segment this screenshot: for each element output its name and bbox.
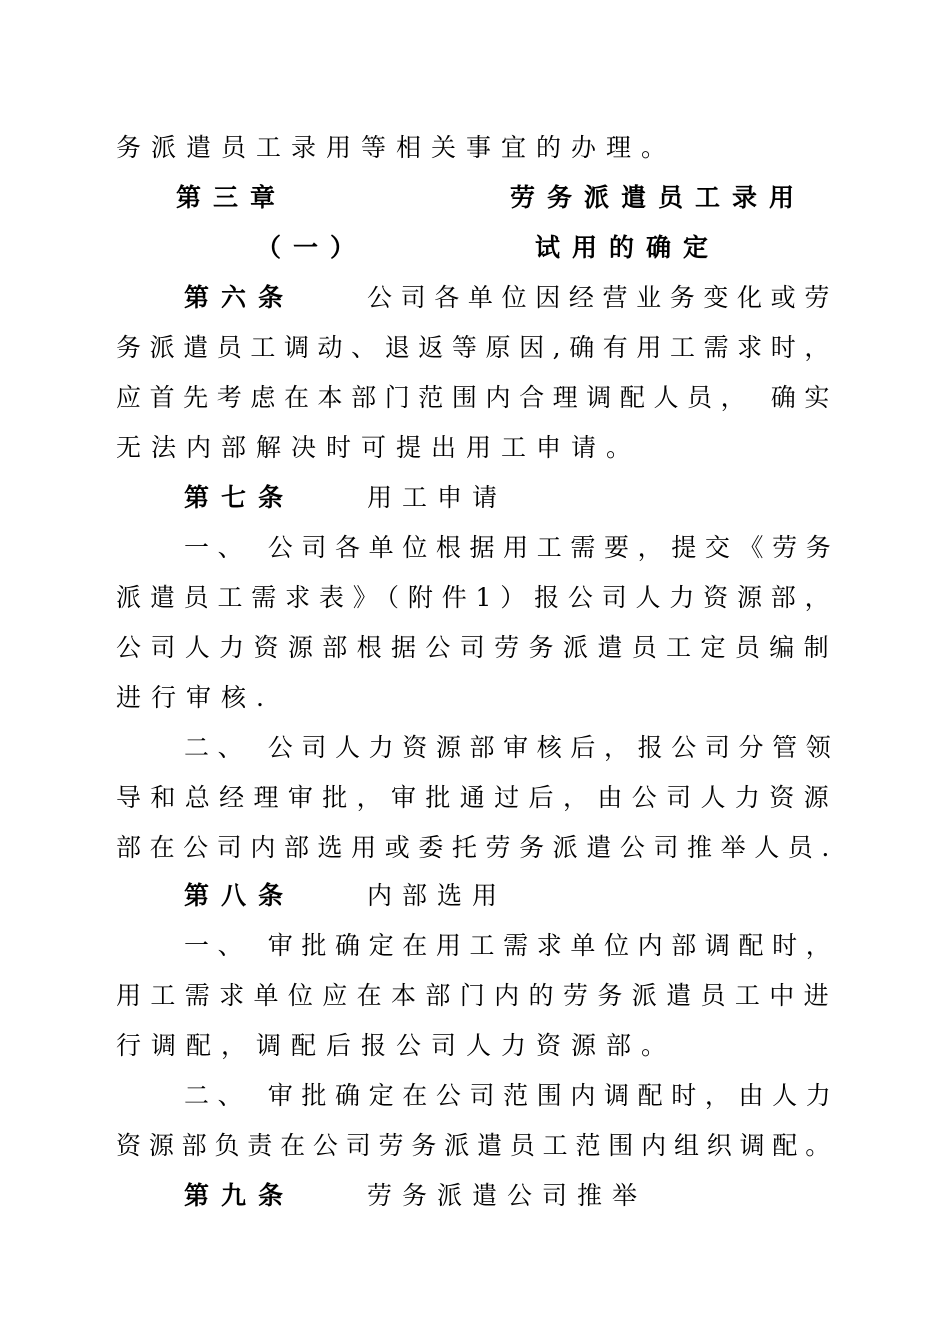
article-text: 应首先考虑在本部门范围内合理调配人员， 确实 bbox=[116, 383, 838, 412]
paragraph-line bbox=[0, 1026, 950, 1066]
article-title: 劳务派遣公司推举 bbox=[367, 1181, 648, 1210]
paragraph-line bbox=[0, 128, 950, 168]
list-item-text: 派遣员工需求表》（附件1）报公司人力资源部， bbox=[116, 583, 839, 612]
section-label: （一） bbox=[256, 233, 368, 262]
article-text: 务派遣员工调动、退返等原因,确有用工需求时， bbox=[116, 333, 838, 362]
list-item-text: 行调配，调配后报公司人力资源部。 bbox=[116, 1031, 677, 1060]
continuation-text: 务派遣员工录用等相关事宜的办理。 bbox=[116, 133, 677, 162]
chapter-title: 劳务派遣员工录用 bbox=[510, 183, 807, 212]
article-label: 第九条 bbox=[184, 1181, 296, 1210]
article-label: 第八条 bbox=[184, 881, 296, 910]
paragraph-line bbox=[0, 528, 950, 568]
article-9-heading bbox=[0, 1176, 950, 1216]
list-item-text: 进行审核. bbox=[116, 683, 274, 712]
section-title: 试用的确定 bbox=[535, 233, 721, 262]
list-item-text: 一、 审批确定在用工需求单位内部调配时， bbox=[184, 931, 840, 960]
article-text: 公司各单位因经营业务变化或劳 bbox=[367, 283, 838, 312]
article-title: 内部选用 bbox=[367, 881, 508, 910]
paragraph-line bbox=[0, 678, 950, 718]
paragraph-line bbox=[0, 926, 950, 966]
paragraph-line bbox=[0, 378, 950, 418]
paragraph-line bbox=[0, 578, 950, 618]
article-text: 无法内部解决时可提出用工申请。 bbox=[116, 433, 642, 462]
list-item-text: 用工需求单位应在本部门内的劳务派遣员工中进 bbox=[116, 981, 838, 1010]
paragraph-line bbox=[0, 976, 950, 1016]
article-label: 第六条 bbox=[184, 283, 296, 312]
paragraph-line bbox=[0, 778, 950, 818]
list-item-text: 一、 公司各单位根据用工需要，提交《劳务 bbox=[184, 533, 840, 562]
article-label: 第七条 bbox=[184, 483, 296, 512]
article-8-heading bbox=[0, 876, 950, 916]
list-item-text: 资源部负责在公司劳务派遣员工范围内组织调配。 bbox=[116, 1131, 839, 1160]
chapter-heading bbox=[0, 178, 950, 218]
list-item-text: 二、 公司人力资源部审核后，报公司分管领 bbox=[184, 733, 840, 762]
list-item-text: 二、 审批确定在公司范围内调配时，由人力 bbox=[184, 1081, 840, 1110]
paragraph-line bbox=[0, 328, 950, 368]
chapter-label: 第三章 bbox=[176, 183, 288, 212]
list-item-text: 公司人力资源部根据公司劳务派遣员工定员编制 bbox=[116, 633, 838, 662]
paragraph-line bbox=[0, 628, 950, 668]
article-6-heading bbox=[0, 278, 950, 318]
paragraph-line bbox=[0, 1076, 950, 1116]
paragraph-line bbox=[0, 828, 950, 868]
article-title: 用工申请 bbox=[367, 483, 508, 512]
paragraph-line bbox=[0, 1126, 950, 1166]
article-7-heading bbox=[0, 478, 950, 518]
section-heading bbox=[0, 228, 950, 268]
list-item-text: 导和总经理审批，审批通过后，由公司人力资源 bbox=[116, 783, 838, 812]
paragraph-line bbox=[0, 428, 950, 468]
paragraph-line bbox=[0, 728, 950, 768]
list-item-text: 部在公司内部选用或委托劳务派遣公司推举人员. bbox=[116, 833, 838, 862]
